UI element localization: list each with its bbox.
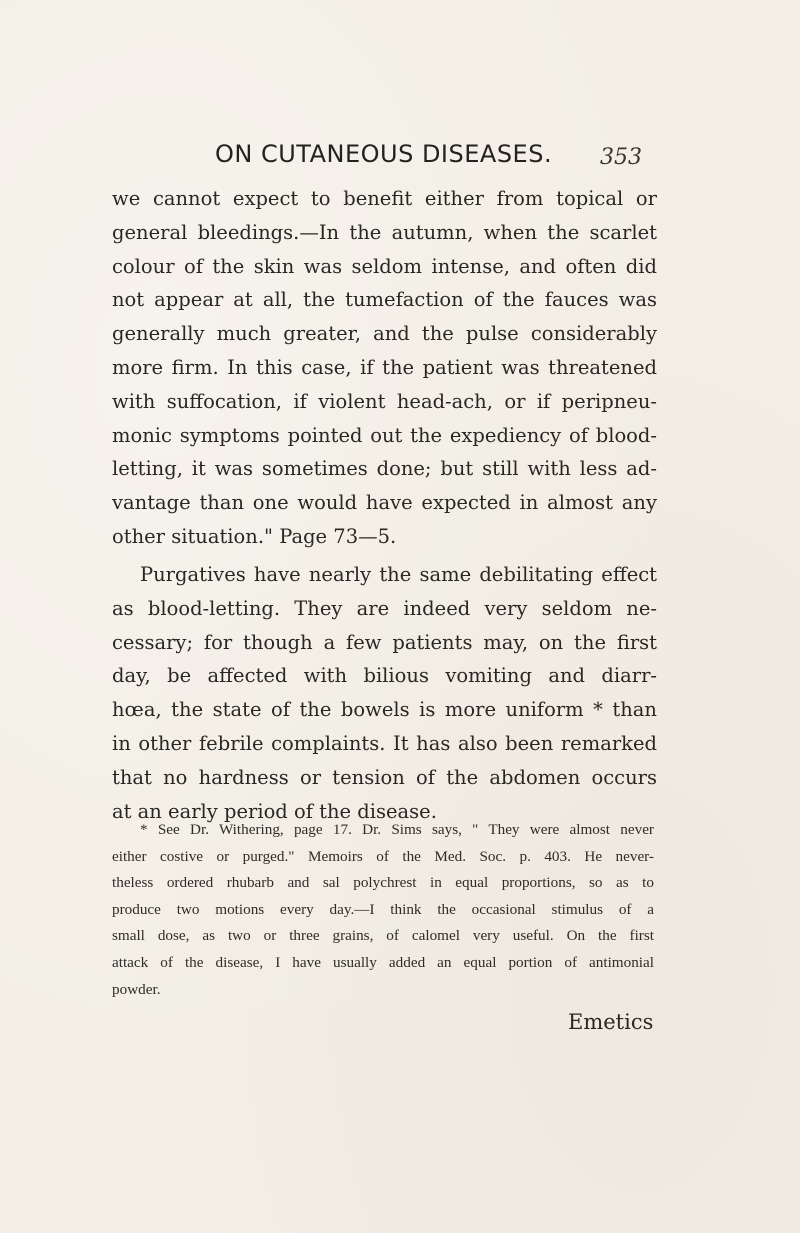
- text-line: Purgatives have nearly the same debilitating effect: [140, 563, 657, 586]
- footnote-line: theless ordered rhubarb and sal polychrest in equal proportions, so as to: [112, 874, 654, 892]
- footnote-line: produce two motions every day.—I think the occasional stimulus of a: [112, 900, 654, 918]
- text-line: with suffocation, if violent head-ach, or if peripneu-: [112, 389, 657, 413]
- text-line: letting, it was sometimes done; but still with less ad-: [112, 457, 657, 481]
- footnote-line: small dose, as two or three grains, of calomel very useful. On the first: [112, 927, 654, 945]
- text-line: cessary; for though a few patients may, on the first: [112, 630, 657, 654]
- text-line: monic symptoms pointed out the expediency of blood-: [112, 423, 657, 447]
- footnote-line: powder.: [112, 980, 161, 998]
- text-line: in other febrile complaints. It has also been remarked: [112, 731, 657, 755]
- text-line: other situation." Page 73—5.: [112, 524, 397, 548]
- text-line: generally much greater, and the pulse considerably: [112, 322, 657, 346]
- paragraph-continued: [112, 182, 657, 554]
- catchword: Emetics: [568, 1010, 654, 1034]
- text-line: day, be affected with bilious vomiting and diarr-: [112, 664, 657, 688]
- text-line: that no hardness or tension of the abdomen occurs: [112, 765, 657, 789]
- footnote: [112, 817, 654, 1003]
- text-line: at an early period of the disease.: [112, 799, 437, 823]
- page-number: 353: [600, 145, 642, 170]
- footnote-line: either costive or purged." Memoirs of the Med. Soc. p. 403. He never-: [112, 847, 654, 865]
- footnote-line: attack of the disease, I have usually added an equal portion of antimonial: [112, 953, 654, 971]
- text-line: general bleedings.—In the autumn, when the scarlet: [112, 220, 657, 244]
- paragraph-purgatives: [112, 558, 657, 828]
- text-line: hœa, the state of the bowels is more uniform * than: [112, 698, 657, 722]
- text-line: colour of the skin was seldom intense, and often did: [112, 254, 657, 278]
- text-line: vantage than one would have expected in almost any: [112, 491, 657, 515]
- text-line: more firm. In this case, if the patient was threatened: [112, 355, 657, 379]
- text-line: not appear at all, the tumefaction of the fauces was: [112, 288, 657, 312]
- running-title: ON CUTANEOUS DISEASES.: [215, 140, 553, 168]
- footnote-line: * See Dr. Withering, page 17. Dr. Sims says, " They were almost never: [140, 821, 654, 838]
- text-line: as blood-letting. They are indeed very seldom ne-: [112, 596, 657, 620]
- text-line: we cannot expect to benefit either from topical or: [112, 187, 657, 210]
